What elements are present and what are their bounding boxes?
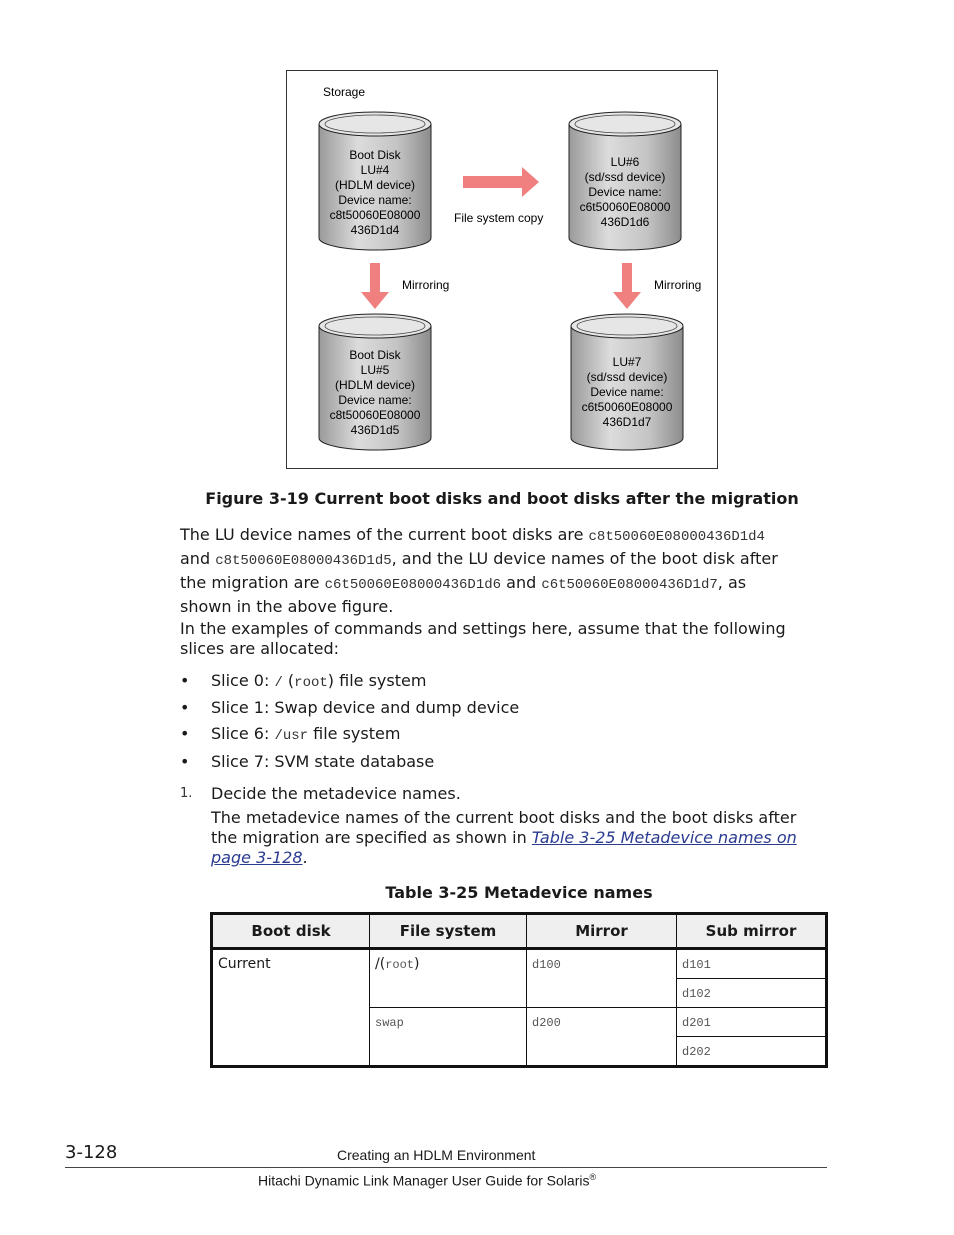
- p1-text1: The LU device names of the current boot disks are: [180, 525, 589, 544]
- cell-boot-disk: [212, 949, 370, 1067]
- paragraph-device-names: [180, 524, 830, 617]
- p2-line2: slices are allocated:: [180, 639, 339, 658]
- b1-mid: (: [282, 671, 295, 690]
- lu6-line1: LU#6: [610, 155, 640, 169]
- mirroring-label-left: Mirroring: [402, 278, 450, 292]
- lu7-cylinder: [571, 314, 683, 450]
- lu5-line6: 436D1d5: [350, 423, 400, 437]
- header-mirror: Mirror: [527, 914, 677, 949]
- b1-code1: /: [274, 675, 283, 691]
- p1-code2: c8t50060E08000436D1d5: [215, 553, 392, 569]
- header-sub-mirror: Sub mirror: [677, 914, 827, 949]
- b1-prefix: Slice 0:: [211, 671, 275, 690]
- p1-code4: c6t50060E08000436D1d7: [541, 577, 718, 593]
- b3-suffix: file system: [308, 724, 401, 743]
- p1-text5: and: [501, 573, 542, 592]
- page-number: 3-128: [65, 1142, 118, 1163]
- p1-code3: c6t50060E08000436D1d6: [324, 577, 502, 593]
- fs-root-code: root: [385, 958, 414, 972]
- bullet-dot-icon: •: [180, 698, 190, 717]
- b1-code2: root: [294, 675, 328, 691]
- mirror-d100: d100: [532, 958, 561, 972]
- lu6-line3: Device name:: [588, 185, 662, 199]
- footer-book-title: [258, 1172, 596, 1189]
- sub-d201: d201: [682, 1016, 711, 1030]
- mirroring-arrow-left-icon: [361, 263, 389, 309]
- lu7-line5: 436D1d7: [602, 415, 652, 429]
- lu5-line1: Boot Disk: [349, 348, 401, 362]
- table-row: [212, 949, 827, 979]
- boot-disk-lu4-cylinder: [319, 112, 431, 250]
- lu5-line5: c8t50060E08000: [329, 408, 421, 422]
- step-number: 1.: [180, 786, 193, 801]
- b2-text: Slice 1: Swap device and dump device: [211, 698, 520, 717]
- paragraph-slices-intro: [180, 619, 830, 659]
- lu6-line2: (sd/ssd device): [584, 170, 666, 184]
- lu4-line5: c8t50060E08000: [329, 208, 421, 222]
- step-title: Decide the metadevice names.: [211, 784, 461, 803]
- sub-d102: d102: [682, 987, 711, 1001]
- b1-suffix: ) file system: [327, 671, 427, 690]
- lu6-line4: c6t50060E08000: [579, 200, 671, 214]
- figure-caption: Figure 3-19 Current boot disks and boot disks after the migration: [205, 489, 799, 508]
- storage-label: Storage: [323, 85, 366, 99]
- sub-d202: d202: [682, 1045, 711, 1059]
- bullet-dot-icon: •: [180, 671, 190, 690]
- p2-line1: In the examples of commands and settings here, assume that the following: [180, 619, 786, 638]
- footer-divider: [65, 1167, 827, 1168]
- sub-d101: d101: [682, 958, 711, 972]
- lu7-line3: Device name:: [590, 385, 664, 399]
- table-link-part2[interactable]: page 3-128: [211, 848, 303, 867]
- table-caption: Table 3-25 Metadevice names: [385, 883, 653, 902]
- cell-fs-swap: [370, 1008, 527, 1067]
- lu4-line3: (HDLM device): [334, 178, 416, 192]
- boot-disk-value: Current: [218, 956, 271, 972]
- p1-text3: , and the LU device names of the boot disk after: [391, 549, 778, 568]
- copy-arrow-icon: [463, 167, 539, 197]
- lu5-line4: Device name:: [338, 393, 412, 407]
- lu4-line1: Boot Disk: [349, 148, 401, 162]
- step-body: [211, 808, 831, 868]
- boot-disk-lu5-cylinder: [319, 314, 431, 450]
- fs-swap: swap: [375, 1016, 404, 1030]
- migration-diagram: [286, 70, 718, 469]
- cell-sub-d202: [677, 1037, 827, 1067]
- b3-code: /usr: [274, 728, 309, 744]
- b3-prefix: Slice 6:: [211, 724, 275, 743]
- p1-code1: c8t50060E08000436D1d4: [588, 529, 765, 545]
- mirroring-arrow-right-icon: [613, 263, 641, 309]
- table-link-part1[interactable]: Table 3-25 Metadevice names on: [531, 828, 797, 847]
- cell-sub-d201: [677, 1008, 827, 1037]
- bullet-dot-icon: •: [180, 724, 190, 743]
- footer-reg: ®: [589, 1172, 597, 1182]
- lu4-line2: LU#4: [360, 163, 390, 177]
- header-file-system: File system: [370, 914, 527, 949]
- copy-label: File system copy: [454, 211, 544, 225]
- cell-mirror-d200: [527, 1008, 677, 1067]
- header-boot-disk: Boot disk: [212, 914, 370, 949]
- cell-mirror-d100: [527, 949, 677, 1008]
- mirroring-label-right: Mirroring: [654, 278, 702, 292]
- p1-text6: , as: [717, 573, 747, 592]
- p1-text2: and: [180, 549, 216, 568]
- mirror-d200: d200: [532, 1016, 561, 1030]
- lu4-line4: Device name:: [338, 193, 412, 207]
- table-header-row: [212, 914, 827, 949]
- fs-root-close: ): [414, 956, 420, 972]
- p1-text7: shown in the above figure.: [180, 597, 394, 616]
- cell-sub-d101: [677, 949, 827, 979]
- lu7-line1: LU#7: [612, 355, 642, 369]
- footer-book: Hitachi Dynamic Link Manager User Guide for Solaris: [258, 1172, 590, 1189]
- p1-text4: the migration are: [180, 573, 325, 592]
- cell-sub-d102: [677, 979, 827, 1008]
- lu6-line5: 436D1d6: [600, 215, 650, 229]
- step-body-line1: The metadevice names of the current boot disks and the boot disks after: [211, 808, 797, 827]
- lu7-line4: c6t50060E08000: [581, 400, 673, 414]
- metadevice-table: [210, 912, 828, 1068]
- bullet-dot-icon: •: [180, 752, 190, 771]
- lu6-cylinder: [569, 112, 681, 250]
- lu5-line3: (HDLM device): [334, 378, 416, 392]
- b4-text: Slice 7: SVM state database: [211, 752, 435, 771]
- lu5-line2: LU#5: [360, 363, 390, 377]
- step-body-line2: the migration are specified as shown in: [211, 828, 532, 847]
- lu4-line6: 436D1d4: [350, 223, 400, 237]
- step-body-end: .: [302, 848, 308, 867]
- fs-root-open: /(: [375, 956, 386, 972]
- footer-chapter: Creating an HDLM Environment: [337, 1147, 536, 1163]
- lu7-line2: (sd/ssd device): [586, 370, 668, 384]
- cell-fs-root: [370, 949, 527, 1008]
